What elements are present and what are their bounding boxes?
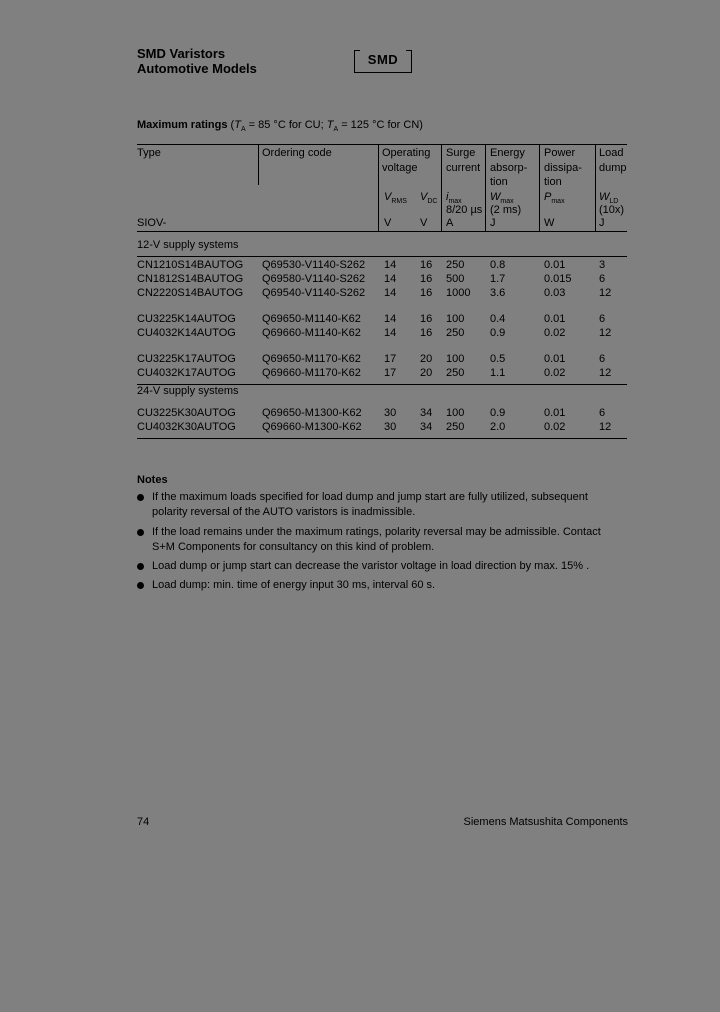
symbol-pmax: $P_{max}$ (544, 191, 565, 206)
cell-code: Q69660-M1140-K62 (262, 327, 361, 339)
cell-type: CU3225K14AUTOG (137, 313, 236, 325)
cell-code: Q69530-V1140-S262 (262, 259, 366, 271)
cell-wmax: 0.9 (490, 327, 506, 339)
symbol-imax-note: 8/20 µs (446, 204, 483, 216)
cell-type: CU3225K30AUTOG (137, 407, 236, 419)
cell-wld: 12 (599, 367, 612, 379)
symbol-imax: $i_{max}$ (446, 191, 462, 206)
cell-vrms: 14 (384, 273, 397, 285)
group-label-12v: 12-V supply systems (137, 239, 239, 251)
cell-wld: 6 (599, 273, 606, 285)
cell-vdc: 20 (420, 367, 433, 379)
unit-wmax: J (490, 217, 496, 229)
cell-wmax: 1.7 (490, 273, 506, 285)
symbol-wmax: $W_{max}$ (490, 191, 514, 206)
cell-pmax: 0.01 (544, 313, 566, 325)
cell-wmax: 0.9 (490, 407, 506, 419)
col-divider (378, 144, 379, 231)
cell-imax: 250 (446, 259, 465, 271)
cell-vdc: 16 (420, 313, 433, 325)
cell-pmax: 0.02 (544, 327, 566, 339)
ratings-heading: Maximum ratings ($T_A = 85$ °C for CU; $T_A = 125$ °C for CN) (137, 119, 423, 134)
table-top-rule (137, 144, 627, 145)
unit-pmax: W (544, 217, 555, 229)
cell-vrms: 30 (384, 421, 397, 433)
cell-vrms: 14 (384, 259, 397, 271)
cell-type: CN2220S14BAUTOG (137, 287, 244, 299)
symbol-wld: $W_{LD}$ (599, 191, 619, 206)
smd-logo: SMD (354, 50, 412, 73)
cell-code: Q69660-M1170-K62 (262, 367, 361, 379)
footer-company: Siemens Matsushita Components (463, 816, 628, 828)
bullet-icon (137, 529, 144, 536)
cell-vrms: 30 (384, 407, 397, 419)
cell-vdc: 16 (420, 259, 433, 271)
cell-imax: 100 (446, 407, 465, 419)
cell-wmax: 2.0 (490, 421, 506, 433)
cell-pmax: 0.02 (544, 421, 566, 433)
cell-vdc: 16 (420, 327, 433, 339)
title-line-2: Automotive Models (137, 61, 257, 76)
unit-wld: J (599, 217, 605, 229)
cell-vrms: 17 (384, 367, 397, 379)
cell-code: Q69650-M1300-K62 (262, 407, 362, 419)
cell-wld: 6 (599, 353, 606, 365)
cell-vrms: 14 (384, 327, 397, 339)
cell-type: CU4032K17AUTOG (137, 367, 236, 379)
cell-code: Q69650-M1170-K62 (262, 353, 361, 365)
cell-type: CN1812S14BAUTOG (137, 273, 244, 285)
cell-vrms: 14 (384, 313, 397, 325)
cell-vdc: 34 (420, 421, 433, 433)
cell-imax: 250 (446, 421, 465, 433)
cell-code: Q69660-M1300-K62 (262, 421, 362, 433)
col-divider (441, 144, 442, 231)
header-surge-current: Surge current (446, 147, 481, 174)
cell-pmax: 0.01 (544, 259, 566, 271)
cell-code: Q69650-M1140-K62 (262, 313, 361, 325)
page-title (137, 46, 257, 76)
unit-vrms: V (384, 217, 392, 229)
notes-title: Notes (137, 474, 168, 486)
cell-imax: 100 (446, 313, 465, 325)
unit-type: SIOV- (137, 217, 167, 229)
cell-type: CU4032K14AUTOG (137, 327, 236, 339)
table-unit-rule (137, 231, 627, 232)
cell-pmax: 0.01 (544, 407, 566, 419)
cell-imax: 1000 (446, 287, 471, 299)
col-divider (258, 144, 259, 185)
cell-imax: 500 (446, 273, 465, 285)
header-type: Type (137, 147, 161, 159)
header-operating-voltage: Operating voltage (382, 147, 431, 174)
cell-wmax: 0.8 (490, 259, 506, 271)
table-group-rule (137, 256, 627, 257)
title-line-1: SMD Varistors (137, 46, 226, 61)
header-energy-absorption: Energy absorp- tion (490, 147, 528, 188)
cell-pmax: 0.02 (544, 367, 566, 379)
cell-type: CU3225K17AUTOG (137, 353, 236, 365)
cell-wld: 12 (599, 327, 612, 339)
cell-type: CU4032K30AUTOG (137, 421, 236, 433)
note-item: If the maximum loads specified for load dump and jump start are fully utilized, subsequent polarity reversal of the AUTO varistors is inadmissible. (137, 490, 617, 520)
symbol-wld-note: (10x) (599, 204, 625, 216)
cell-wld: 6 (599, 313, 606, 325)
col-divider (539, 144, 540, 231)
col-divider (485, 144, 486, 231)
symbol-vrms: $V_{RMS}$ (384, 191, 407, 206)
cell-imax: 250 (446, 367, 465, 379)
header-ordering-code: Ordering code (262, 147, 332, 159)
col-divider (595, 144, 596, 231)
cell-wmax: 0.4 (490, 313, 506, 325)
cell-vrms: 17 (384, 353, 397, 365)
unit-vdc: V (420, 217, 428, 229)
bullet-icon (137, 494, 144, 501)
cell-wmax: 3.6 (490, 287, 506, 299)
bullet-icon (137, 582, 144, 589)
cell-pmax: 0.015 (544, 273, 572, 285)
cell-wld: 12 (599, 421, 612, 433)
cell-wld: 3 (599, 259, 606, 271)
cell-vdc: 20 (420, 353, 433, 365)
note-item: Load dump or jump start can decrease the varistor voltage in load direction by max. 15% . (137, 559, 617, 574)
note-item: Load dump: min. time of energy input 30 ms, interval 60 s. (137, 578, 617, 593)
cell-imax: 100 (446, 353, 465, 365)
table-bottom-rule (137, 438, 627, 439)
header-power-dissipation: Power dissipa- tion (544, 147, 582, 188)
cell-wmax: 0.5 (490, 353, 506, 365)
cell-code: Q69540-V1140-S262 (262, 287, 366, 299)
cell-vrms: 14 (384, 287, 397, 299)
cell-pmax: 0.03 (544, 287, 566, 299)
cell-code: Q69580-V1140-S262 (262, 273, 366, 285)
symbol-wmax-note: (2 ms) (490, 204, 522, 216)
cell-type: CN1210S14BAUTOG (137, 259, 244, 271)
cell-vdc: 34 (420, 407, 433, 419)
cell-imax: 250 (446, 327, 465, 339)
symbol-vdc: $V_{DC}$ (420, 191, 438, 206)
cell-wld: 12 (599, 287, 612, 299)
cell-vdc: 16 (420, 273, 433, 285)
group-label-24v: 24-V supply systems (137, 385, 239, 397)
cell-wmax: 1.1 (490, 367, 506, 379)
ratings-heading-bold: Maximum ratings (137, 119, 228, 131)
bullet-icon (137, 563, 144, 570)
page-number: 74 (137, 816, 150, 828)
note-item: If the load remains under the maximum ratings, polarity reversal may be admissible. Contact S+M Components for consultancy on this kind of problem. (137, 525, 617, 555)
header-load-dump: Load dump (599, 147, 627, 174)
cell-pmax: 0.01 (544, 353, 566, 365)
unit-imax: A (446, 217, 454, 229)
cell-wld: 6 (599, 407, 606, 419)
cell-vdc: 16 (420, 287, 433, 299)
